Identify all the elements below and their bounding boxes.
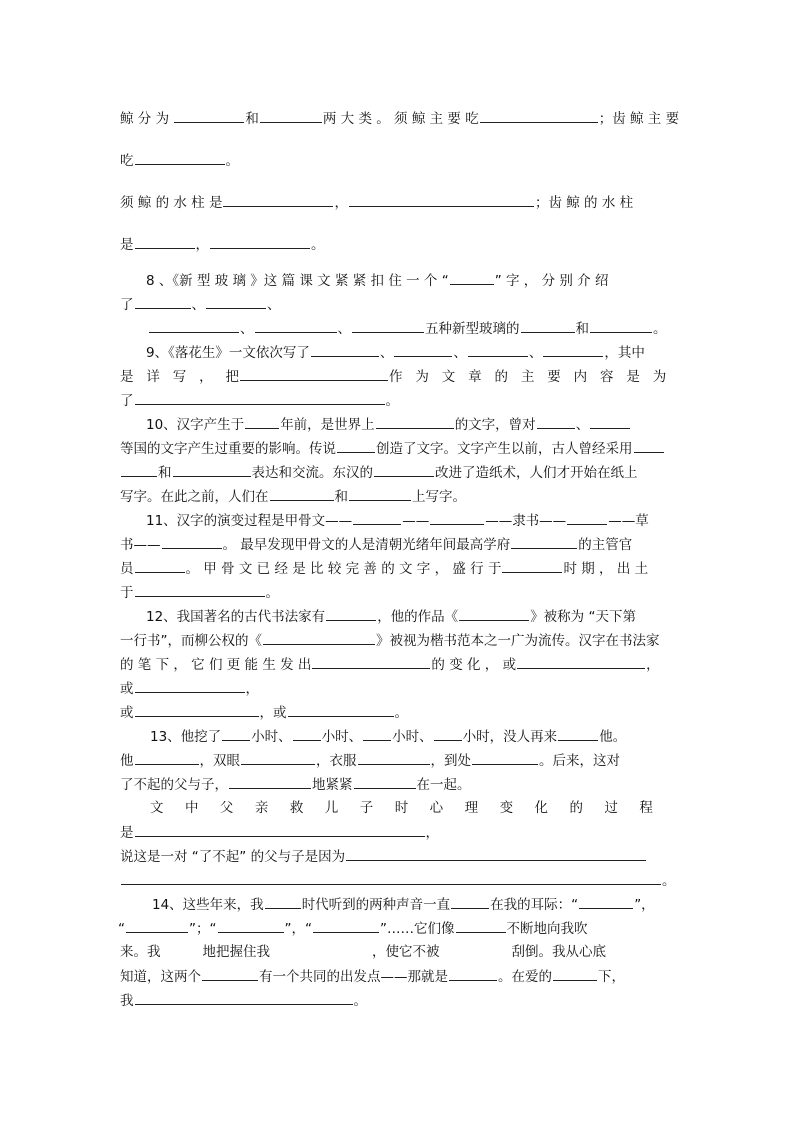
text-line: 是 ， 。	[120, 234, 680, 255]
fill-blank[interactable]	[456, 918, 506, 933]
text-line: 书—— 。 最早发现甲骨文的人是清朝光绪年间最高学府 的主管官	[120, 534, 680, 555]
fill-blank[interactable]	[558, 726, 598, 741]
text-line: 13、他挖了 小时、 小时、 小时、 小时，没人再来 他。	[150, 726, 710, 747]
fill-blank[interactable]	[349, 486, 411, 501]
text-line: 了 。	[120, 390, 680, 411]
fill-blank[interactable]	[260, 108, 322, 123]
fill-blank[interactable]	[311, 342, 379, 357]
fill-blank[interactable]	[229, 774, 311, 789]
fill-blank[interactable]	[162, 942, 202, 956]
fill-blank[interactable]	[354, 774, 416, 789]
fill-blank[interactable]	[449, 966, 497, 981]
fill-blank[interactable]	[312, 654, 430, 669]
text-line: 12、我国著名的古代书法家有 ，他的作品《 》被称为 “天下第	[146, 606, 706, 627]
text-line: 写字。在此之前，人们在 和 上写字。	[120, 486, 680, 507]
text-line: 我 。	[120, 990, 680, 1011]
fill-blank[interactable]	[511, 534, 577, 549]
fill-blank[interactable]	[346, 846, 646, 861]
fill-blank[interactable]	[149, 318, 239, 333]
fill-blank[interactable]	[590, 414, 630, 429]
text-line: 知道，这两个 有一个共同的出发点——那就是 。在爱的 下，	[120, 966, 680, 987]
fill-blank[interactable]	[521, 318, 575, 333]
fill-blank[interactable]	[590, 318, 652, 333]
fill-blank[interactable]	[135, 750, 199, 765]
fill-blank[interactable]	[135, 990, 353, 1005]
text-line: 是 详 写 ， 把 作 为 文 章 的 主 要 内 容 是 为	[120, 366, 680, 387]
fill-blank[interactable]	[202, 966, 258, 981]
fill-blank[interactable]	[135, 150, 225, 165]
fill-blank[interactable]	[121, 870, 661, 885]
text-line: “ ”；“ ”，“ ”……它们像 不断地向我吹	[118, 918, 678, 939]
text-line: 。	[120, 870, 680, 891]
fill-blank[interactable]	[634, 438, 664, 453]
fill-blank[interactable]	[218, 918, 284, 933]
fill-blank[interactable]	[135, 822, 425, 837]
text-line: 了 、 、	[120, 294, 680, 315]
text-line: 10、汉字产生于 年前，是世界上 的文字，曾对 、	[146, 414, 706, 435]
text-line: 等国的文字产生过重要的影响。传说 创造了文字。文字产生以前，古人曾经采用	[120, 438, 680, 459]
text-line: 11、汉字的演变过程是甲骨文—— —— ——隶书—— ——草	[146, 510, 706, 531]
fill-blank[interactable]	[567, 510, 607, 525]
fill-blank[interactable]	[472, 750, 538, 765]
fill-blank[interactable]	[126, 918, 188, 933]
fill-blank[interactable]	[240, 366, 388, 381]
fill-blank[interactable]	[223, 192, 333, 207]
fill-blank[interactable]	[206, 294, 266, 309]
fill-blank[interactable]	[353, 510, 401, 525]
text-line: 吃 。	[120, 150, 680, 171]
text-line: 了不起的父与子， 地紧紧 在一起。	[120, 774, 680, 795]
fill-blank[interactable]	[135, 390, 385, 405]
text-line: 的 笔 下 ， 它 们 更 能 生 发 出 的 变 化 ， 或 ，	[120, 654, 680, 675]
fill-blank[interactable]	[174, 108, 244, 123]
fill-blank[interactable]	[135, 702, 259, 717]
fill-blank[interactable]	[135, 294, 191, 309]
fill-blank[interactable]	[450, 270, 494, 285]
fill-blank[interactable]	[553, 966, 597, 981]
fill-blank[interactable]	[537, 414, 575, 429]
fill-blank[interactable]	[358, 750, 430, 765]
text-line: 9、《落花生》一文依次写了 、 、 、 ，其中	[146, 342, 706, 363]
fill-blank[interactable]	[135, 678, 245, 693]
fill-blank[interactable]	[135, 582, 265, 597]
fill-blank[interactable]	[135, 558, 185, 573]
fill-blank[interactable]	[135, 234, 195, 249]
text-line: 、 、 五种新型玻璃的 和 。	[148, 318, 708, 339]
fill-blank[interactable]	[363, 726, 391, 741]
text-line: 14、这些年来，我 时代听到的两种声音一直 在我的耳际：“ ”，	[152, 894, 712, 915]
fill-blank[interactable]	[293, 726, 321, 741]
fill-blank[interactable]	[337, 438, 375, 453]
fill-blank[interactable]	[265, 894, 301, 909]
fill-blank[interactable]	[241, 750, 315, 765]
fill-blank[interactable]	[441, 942, 511, 956]
fill-blank[interactable]	[326, 606, 376, 621]
fill-blank[interactable]	[173, 462, 251, 477]
fill-blank[interactable]	[434, 726, 462, 741]
text-line: 须 鲸 的 水 柱 是 ， ；齿 鲸 的 水 柱	[120, 192, 680, 213]
fill-blank[interactable]	[468, 342, 528, 357]
fill-blank[interactable]	[263, 630, 375, 645]
text-line: 来。我 地把握住我 ，使它不被 刮倒。我从心底	[120, 944, 606, 960]
fill-blank[interactable]	[270, 486, 334, 501]
fill-blank[interactable]	[288, 702, 394, 717]
fill-blank[interactable]	[222, 726, 250, 741]
fill-blank[interactable]	[121, 462, 157, 477]
text-line: 说这是一对 “了不起” 的父与子是因为	[120, 846, 680, 867]
text-line: 是 ，	[120, 822, 680, 843]
fill-blank[interactable]	[451, 894, 489, 909]
text-line: 于 。	[120, 582, 680, 603]
text-line: 文 中 父 亲 救 儿 子 时 心 理 变 化 的 过 程	[150, 800, 653, 816]
fill-blank[interactable]	[210, 234, 310, 249]
text-line: 和 表达和交流。东汉的 改进了造纸术，人们才开始在纸上	[120, 462, 680, 483]
fill-blank[interactable]	[313, 918, 379, 933]
text-line: 或 ，	[120, 678, 680, 699]
text-line: 他 ，双眼 ，衣服 ，到处 。后来，这对	[120, 750, 680, 771]
fill-blank[interactable]	[271, 942, 371, 956]
fill-blank[interactable]	[162, 534, 222, 549]
text-line: 一行书”，而柳公权的《 》被视为楷书范本之一广为流传。汉字在书法家	[120, 630, 680, 651]
text-line: 或 ，或 。	[120, 702, 680, 723]
fill-blank[interactable]	[430, 510, 484, 525]
fill-blank[interactable]	[502, 558, 562, 573]
fill-blank[interactable]	[349, 192, 534, 207]
fill-blank[interactable]	[480, 108, 598, 123]
text-line: 8 、《新 型 玻 璃 》这 篇 课 文 紧 紧 扣 住 一 个 “ ” 字 ， 分 别 介 绍	[146, 270, 680, 291]
fill-blank[interactable]	[579, 894, 633, 909]
fill-blank[interactable]	[394, 342, 452, 357]
text-line: 鲸 分 为 和 两 大 类 。 须 鲸 主 要 吃 ；齿 鲸 主 要	[120, 108, 680, 129]
fill-blank[interactable]	[376, 414, 454, 429]
fill-blank[interactable]	[255, 318, 337, 333]
fill-blank[interactable]	[543, 342, 603, 357]
fill-blank[interactable]	[517, 654, 645, 669]
fill-blank[interactable]	[459, 606, 529, 621]
fill-blank[interactable]	[352, 318, 424, 333]
fill-blank[interactable]	[245, 414, 279, 429]
fill-blank[interactable]	[374, 462, 434, 477]
text-line: 员 。 甲 骨 文 已 经 是 比 较 完 善 的 文 字 ， 盛 行 于 时 期 ， 出 土	[120, 558, 680, 579]
